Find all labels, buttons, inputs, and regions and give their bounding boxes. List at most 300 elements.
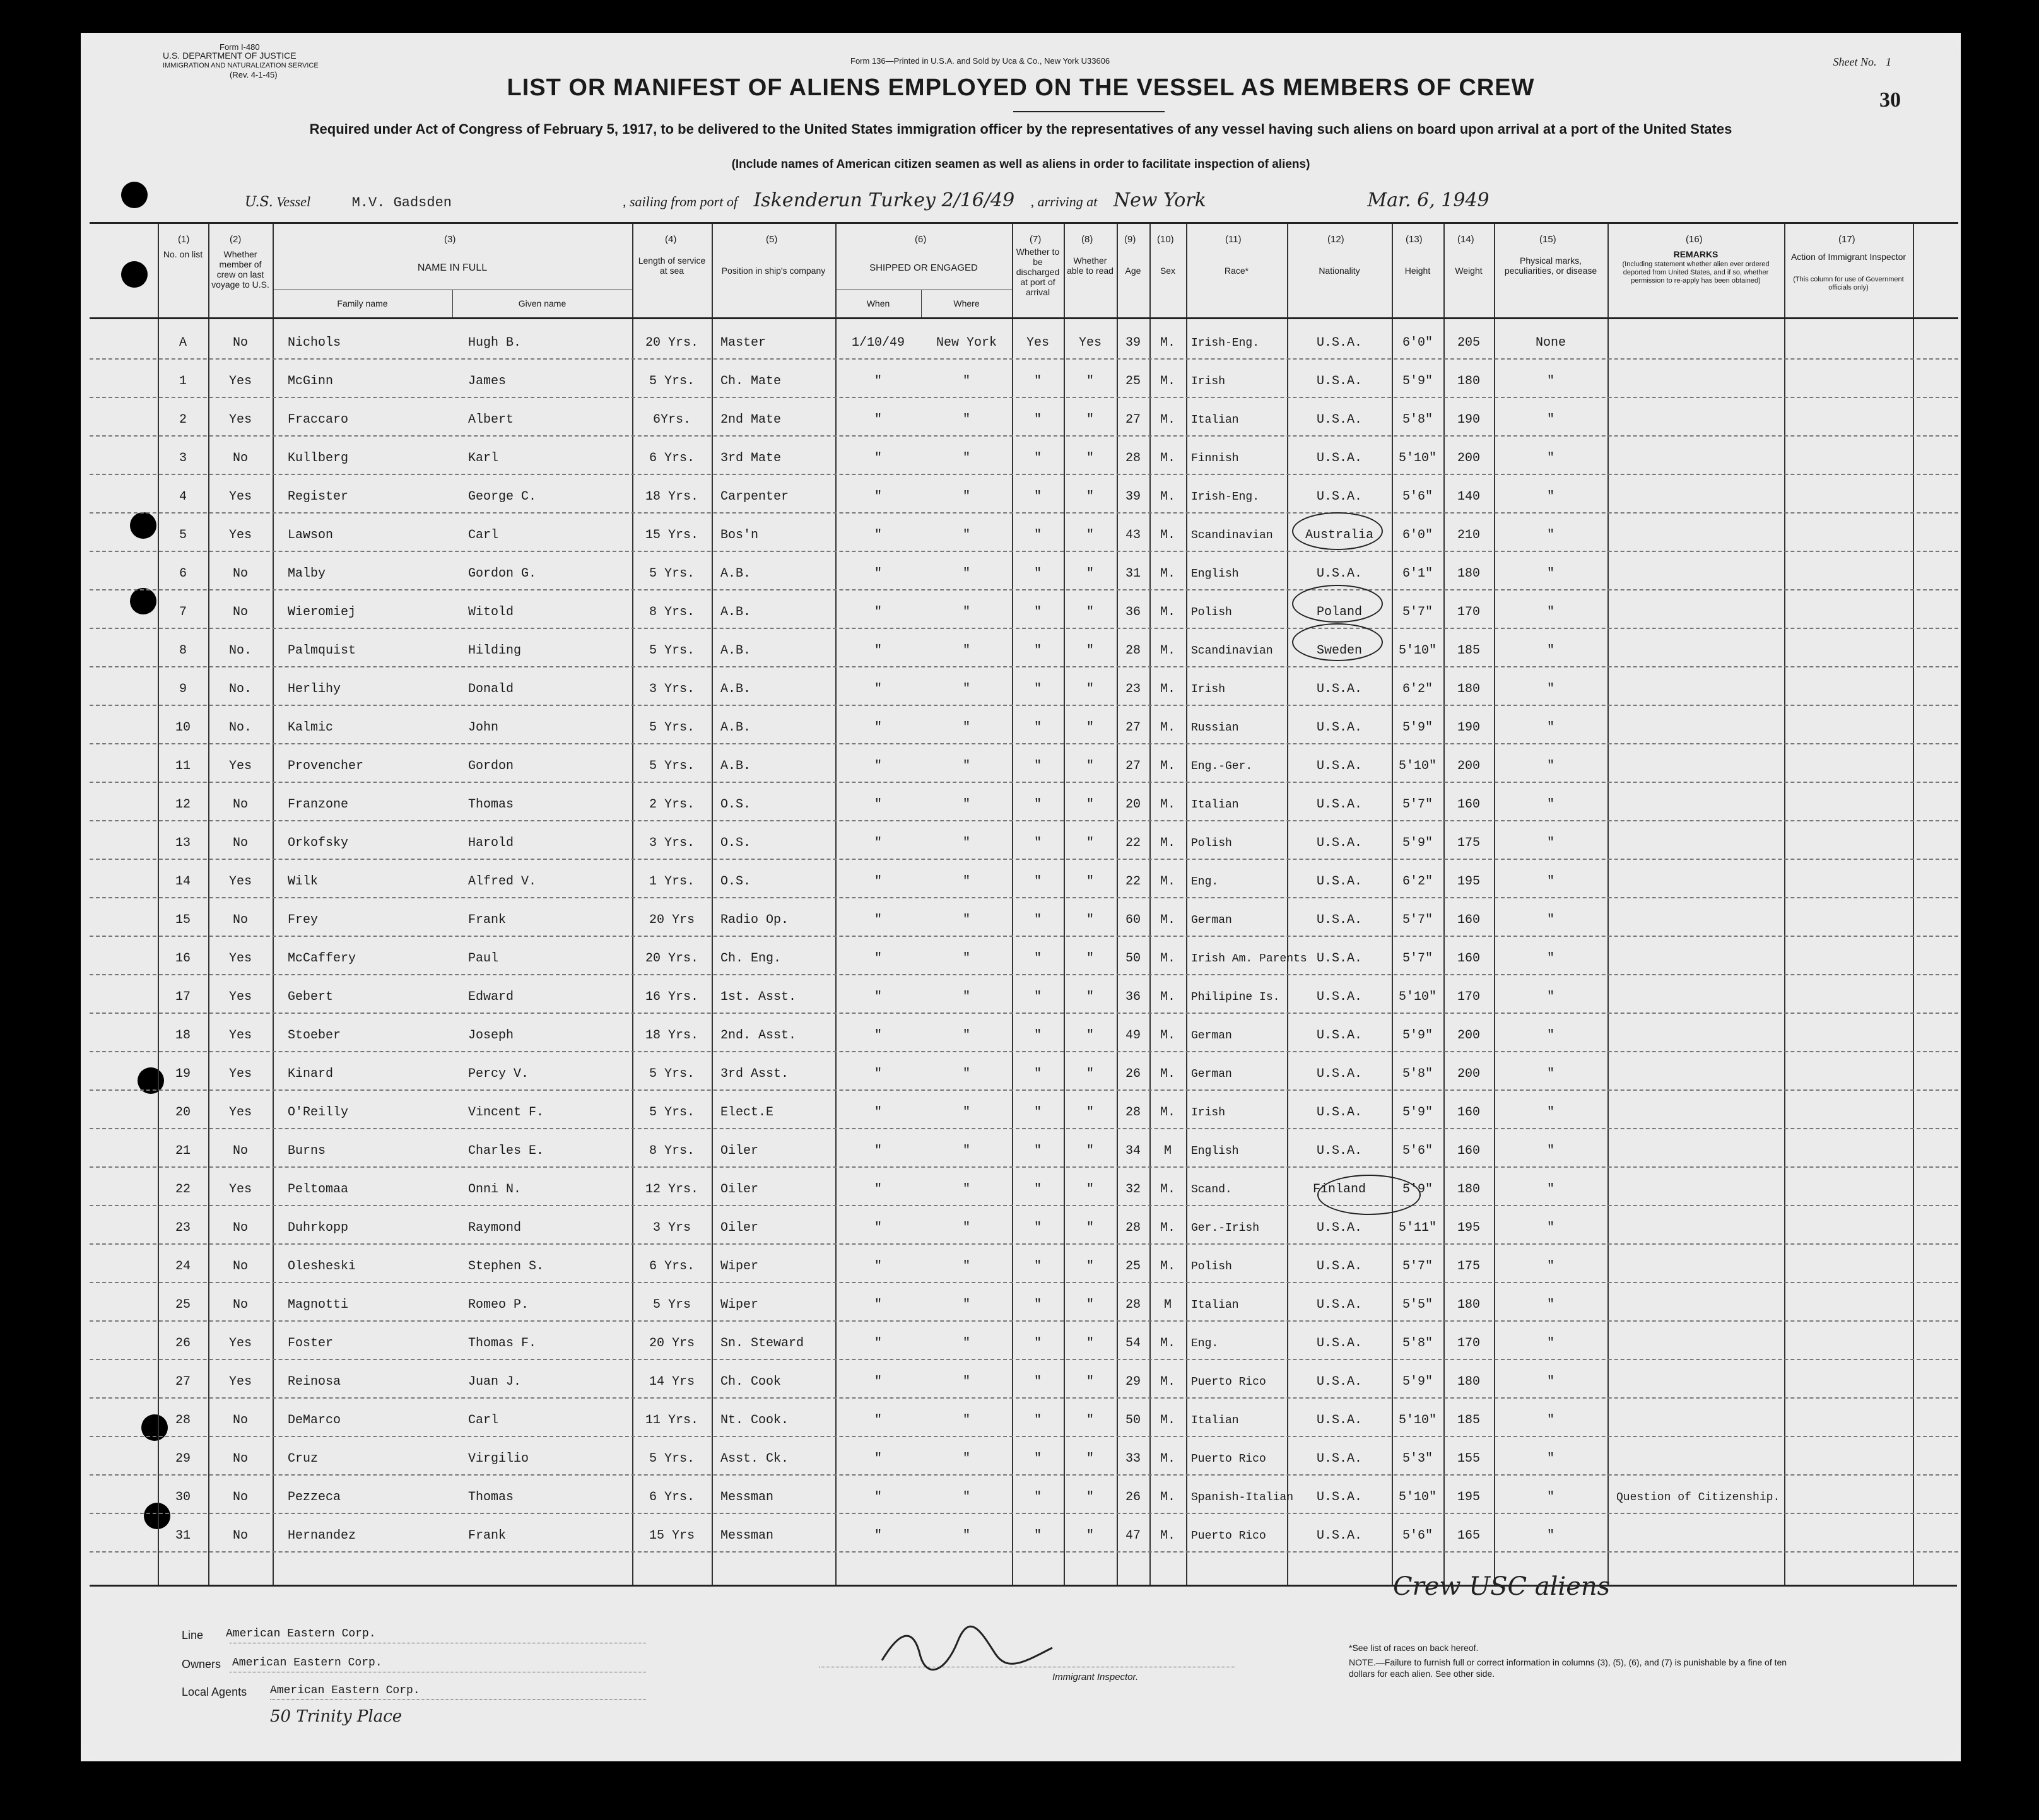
- cell-service: 20 Yrs: [649, 913, 695, 927]
- cell-family: Burns: [288, 1144, 326, 1158]
- cell-family: Palmquist: [288, 643, 356, 658]
- cell-no: 18: [175, 1028, 191, 1043]
- cell-service: 5 Yrs.: [649, 720, 695, 735]
- cell-family: Hernandez: [288, 1529, 356, 1543]
- cell-sex: M.: [1160, 759, 1175, 773]
- cell-when: ": [874, 567, 882, 581]
- cell-disch: ": [1033, 1259, 1042, 1274]
- col-label-given: Given name: [518, 298, 567, 308]
- cell-given: Carl: [468, 528, 499, 543]
- cell-prev: No: [232, 913, 248, 927]
- cell-position: O.S.: [720, 836, 751, 850]
- cell-position: Ch. Eng.: [720, 951, 782, 966]
- cell-when: ": [874, 1452, 882, 1466]
- cell-read: ": [1086, 1413, 1094, 1428]
- cell-position: Bos'n: [720, 528, 759, 543]
- cell-when: ": [874, 913, 882, 927]
- cell-when: ": [874, 682, 882, 696]
- cell-position: A.B.: [720, 682, 751, 696]
- cell-marks: ": [1546, 913, 1554, 927]
- cell-height: 5'7": [1402, 913, 1433, 927]
- col-num-15: (15): [1539, 234, 1556, 245]
- cell-prev: Yes: [228, 1375, 252, 1389]
- cell-no: 29: [175, 1452, 191, 1466]
- cell-no: 13: [175, 836, 191, 850]
- cell-family: Kinard: [288, 1067, 334, 1081]
- cell-given: Hilding: [468, 643, 522, 658]
- col-label-height: Height: [1404, 266, 1431, 276]
- cell-no: 19: [175, 1067, 191, 1081]
- cell-family: Provencher: [288, 759, 364, 773]
- cell-service: 6 Yrs.: [649, 1490, 695, 1505]
- table-row: [90, 1359, 1958, 1399]
- cell-position: Elect.E: [720, 1105, 774, 1120]
- cell-sex: M.: [1160, 605, 1175, 619]
- cell-position: Oiler: [720, 1221, 759, 1235]
- cell-read: ": [1086, 951, 1094, 966]
- cell-age: 28: [1125, 1298, 1141, 1312]
- cell-no: 9: [179, 682, 187, 696]
- cell-family: Kalmic: [288, 720, 334, 735]
- cell-position: Sn. Steward: [720, 1336, 804, 1351]
- cell-sex: M.: [1160, 374, 1175, 389]
- cell-no: 25: [175, 1298, 191, 1312]
- cell-prev: No: [232, 1413, 248, 1428]
- table-row: [90, 1513, 1958, 1553]
- cell-prev: No: [232, 567, 248, 581]
- cell-prev: No: [232, 605, 248, 619]
- cell-service: 15 Yrs: [649, 1529, 695, 1543]
- cell-marks: ": [1546, 951, 1554, 966]
- cell-sex: M.: [1160, 1490, 1175, 1505]
- cell-when: ": [874, 1028, 882, 1043]
- cell-age: 28: [1125, 643, 1141, 658]
- cell-weight: 195: [1457, 1490, 1480, 1505]
- cell-nat: U.S.A.: [1316, 1028, 1362, 1043]
- cell-marks: ": [1546, 528, 1554, 543]
- cell-family: Fraccaro: [288, 413, 349, 427]
- cell-where: New York: [936, 336, 997, 350]
- cell-race: Eng.-Ger.: [1191, 760, 1253, 773]
- col-num-3: (3): [444, 234, 456, 245]
- cell-position: Carpenter: [720, 490, 789, 504]
- cell-height: 5'3": [1402, 1452, 1433, 1466]
- cell-disch: ": [1033, 643, 1042, 658]
- cell-where: ": [962, 413, 970, 427]
- cell-family: Gebert: [288, 990, 334, 1004]
- cell-sex: M.: [1160, 1067, 1175, 1081]
- cell-disch: ": [1033, 451, 1042, 466]
- crew-note: Crew USC aliens: [1393, 1572, 1611, 1601]
- cell-height: 5'6": [1402, 1144, 1433, 1158]
- cell-family: Nichols: [288, 336, 341, 350]
- cell-no: 7: [179, 605, 187, 619]
- circle-mark: [1317, 1175, 1421, 1215]
- cell-disch: ": [1033, 1375, 1042, 1389]
- cell-where: ": [962, 374, 970, 389]
- cell-no: 11: [175, 759, 191, 773]
- cell-family: Cruz: [288, 1452, 319, 1466]
- cell-read: ": [1086, 1028, 1094, 1043]
- col-label-action-sub: (This column for use of Government officials only): [1793, 276, 1904, 291]
- cell-sex: M.: [1160, 951, 1175, 966]
- cell-race: Italian: [1191, 1414, 1239, 1427]
- cell-where: ": [962, 528, 970, 543]
- cell-service: 11 Yrs.: [645, 1413, 698, 1428]
- cell-prev: Yes: [228, 1182, 252, 1197]
- vessel-line: [245, 189, 1490, 211]
- cell-where: ": [962, 1336, 970, 1351]
- cell-sex: M.: [1160, 1221, 1175, 1235]
- arriving-label: , arriving at: [1030, 194, 1098, 209]
- cell-no: 20: [175, 1105, 191, 1120]
- sheet-number: [1833, 56, 1892, 69]
- col-label-weight: Weight: [1455, 266, 1483, 276]
- cell-disch: ": [1033, 1452, 1042, 1466]
- vessel-label: Vessel: [276, 194, 311, 209]
- sheet-value: 1: [1886, 56, 1891, 68]
- cell-sex: M.: [1160, 413, 1175, 427]
- cell-height: 5'10": [1398, 643, 1437, 658]
- table-row: [90, 1474, 1958, 1514]
- cell-disch: ": [1033, 1336, 1042, 1351]
- cell-height: 5'9": [1402, 1182, 1433, 1197]
- cell-race: Italian: [1191, 414, 1239, 426]
- table-row: [90, 743, 1958, 783]
- cell-nat: U.S.A.: [1316, 759, 1362, 773]
- cell-weight: 160: [1457, 1144, 1480, 1158]
- cell-when: ": [874, 1221, 882, 1235]
- cell-disch: ": [1033, 1529, 1042, 1543]
- col-label-position: Position in ship's company: [721, 266, 826, 276]
- cell-family: Wieromiej: [288, 605, 356, 619]
- cell-marks: ": [1546, 374, 1554, 389]
- cell-read: ": [1086, 1452, 1094, 1466]
- cell-disch: ": [1033, 1105, 1042, 1120]
- cell-nat: Australia: [1305, 528, 1374, 543]
- cell-weight: 180: [1457, 1298, 1480, 1312]
- col-label-marks: Physical marks, peculiarities, or disease: [1504, 255, 1597, 276]
- cell-marks: ": [1546, 1221, 1554, 1235]
- cell-when: ": [874, 720, 882, 735]
- cell-when: ": [874, 797, 882, 812]
- cell-race: Irish-Eng.: [1191, 491, 1260, 503]
- cell-service: 6 Yrs.: [649, 451, 695, 466]
- col-label-name: NAME IN FULL: [417, 262, 488, 273]
- cell-race: Puerto Rico: [1191, 1530, 1266, 1542]
- cell-where: ": [962, 1028, 970, 1043]
- cell-when: ": [874, 490, 882, 504]
- cell-disch: ": [1033, 913, 1042, 927]
- cell-service: 6Yrs.: [652, 413, 691, 427]
- cell-age: 39: [1125, 490, 1141, 504]
- table-row: [90, 974, 1958, 1014]
- cell-prev: No: [232, 836, 248, 850]
- table-row: [90, 435, 1958, 475]
- cell-nat: U.S.A.: [1316, 1413, 1362, 1428]
- cell-read: ": [1086, 605, 1094, 619]
- cell-when: ": [874, 1298, 882, 1312]
- owners-value: American Eastern Corp.: [232, 1657, 382, 1669]
- header-rule: [90, 317, 1958, 319]
- table-row: [90, 1243, 1958, 1283]
- cell-marks: ": [1546, 797, 1554, 812]
- cell-no: 31: [175, 1529, 191, 1543]
- cell-given: Raymond: [468, 1221, 522, 1235]
- cell-marks: ": [1546, 413, 1554, 427]
- table-row: [90, 1051, 1958, 1091]
- cell-marks: ": [1546, 643, 1554, 658]
- race-note: *See list of races on back hereof.: [1349, 1643, 1479, 1653]
- cell-read: ": [1086, 913, 1094, 927]
- cell-family: Pezzeca: [288, 1490, 341, 1505]
- cell-where: ": [962, 1375, 970, 1389]
- cell-age: 27: [1125, 413, 1141, 427]
- cell-race: German: [1191, 1068, 1232, 1081]
- cell-nat: U.S.A.: [1316, 913, 1362, 927]
- cell-position: O.S.: [720, 797, 751, 812]
- cell-marks: ": [1546, 874, 1554, 889]
- cell-race: Eng.: [1191, 876, 1219, 888]
- cell-where: ": [962, 1490, 970, 1505]
- cell-position: A.B.: [720, 720, 751, 735]
- circle-mark: [1292, 512, 1383, 550]
- cell-sex: M.: [1160, 913, 1175, 927]
- col-label-shipped: SHIPPED OR ENGAGED: [869, 262, 978, 273]
- cell-position: Oiler: [720, 1182, 759, 1197]
- cell-when: ": [874, 1490, 882, 1505]
- cell-weight: 160: [1457, 913, 1480, 927]
- cell-read: ": [1086, 1182, 1094, 1197]
- cell-sex: M.: [1160, 874, 1175, 889]
- cell-given: Percy V.: [468, 1067, 529, 1081]
- service-name: IMMIGRATION AND NATURALIZATION SERVICE: [163, 62, 319, 69]
- cell-family: DeMarco: [288, 1413, 341, 1428]
- cell-age: 47: [1125, 1529, 1141, 1543]
- cell-service: 3 Yrs: [652, 1221, 691, 1235]
- cell-weight: 200: [1457, 1028, 1480, 1043]
- cell-no: 1: [179, 374, 187, 389]
- cell-where: ": [962, 1529, 970, 1543]
- cell-nat: U.S.A.: [1316, 567, 1362, 581]
- cell-race: Polish: [1191, 606, 1232, 619]
- table-row: [90, 1436, 1958, 1476]
- cell-service: 5 Yrs.: [649, 1452, 695, 1466]
- cell-position: 1st. Asst.: [720, 990, 797, 1004]
- cell-prev: No: [232, 797, 248, 812]
- cell-nat: U.S.A.: [1316, 374, 1362, 389]
- footer-rule: [90, 1585, 1957, 1587]
- table-row: [90, 1205, 1958, 1245]
- cell-given: Alfred V.: [468, 874, 537, 889]
- cell-service: 5 Yrs.: [649, 1105, 695, 1120]
- cell-where: ": [962, 990, 970, 1004]
- form-revision: (Rev. 4-1-45): [230, 70, 278, 79]
- cell-height: 5'6": [1402, 490, 1433, 504]
- cell-no: 12: [175, 797, 191, 812]
- cell-prev: Yes: [228, 759, 252, 773]
- cell-when: ": [874, 1182, 882, 1197]
- cell-nat: U.S.A.: [1316, 1067, 1362, 1081]
- col-num-6: (6): [915, 234, 927, 245]
- col-num-4: (4): [665, 234, 677, 245]
- cell-disch: ": [1033, 797, 1042, 812]
- cell-race: Irish: [1191, 1107, 1226, 1119]
- cell-position: 2nd. Asst.: [720, 1028, 797, 1043]
- cell-given: Paul: [468, 951, 499, 966]
- cell-where: ": [962, 682, 970, 696]
- cell-read: ": [1086, 451, 1094, 466]
- cell-read: ": [1086, 374, 1094, 389]
- cell-given: Karl: [468, 451, 499, 466]
- cell-when: ": [874, 413, 882, 427]
- cell-age: 22: [1125, 836, 1141, 850]
- cell-age: 36: [1125, 605, 1141, 619]
- cell-sex: M.: [1160, 682, 1175, 696]
- cell-marks: ": [1546, 682, 1554, 696]
- cell-nat: U.S.A.: [1316, 1490, 1362, 1505]
- cell-no: 14: [175, 874, 191, 889]
- cell-prev: Yes: [228, 374, 252, 389]
- cell-service: 5 Yrs.: [649, 1067, 695, 1081]
- cell-when: ": [874, 605, 882, 619]
- cell-race: Ger.-Irish: [1191, 1222, 1260, 1235]
- cell-height: 5'7": [1402, 605, 1433, 619]
- cell-given: Gordon: [468, 759, 514, 773]
- line-value: American Eastern Corp.: [226, 1628, 376, 1640]
- cell-family: Foster: [288, 1336, 334, 1351]
- agents-value: American Eastern Corp.: [270, 1684, 420, 1697]
- cell-prev: Yes: [228, 413, 252, 427]
- cell-position: O.S.: [720, 874, 751, 889]
- cell-weight: 190: [1457, 413, 1480, 427]
- cell-given: George C.: [468, 490, 537, 504]
- cell-position: 3rd Mate: [720, 451, 782, 466]
- cell-given: Gordon G.: [468, 567, 537, 581]
- title-underline: [1013, 111, 1165, 112]
- cell-race: Scandinavian: [1191, 529, 1273, 542]
- cell-sex: M.: [1160, 336, 1175, 350]
- cell-age: 20: [1125, 797, 1141, 812]
- cell-prev: No: [232, 1490, 248, 1505]
- cell-no: 27: [175, 1375, 191, 1389]
- cell-where: ": [962, 1452, 970, 1466]
- cell-no: 23: [175, 1221, 191, 1235]
- cell-marks: ": [1546, 1529, 1554, 1543]
- cell-given: Frank: [468, 913, 507, 927]
- cell-position: A.B.: [720, 567, 751, 581]
- cell-weight: 155: [1457, 1452, 1480, 1466]
- cell-family: Reinosa: [288, 1375, 341, 1389]
- cell-prev: No: [232, 1452, 248, 1466]
- crew-table: [90, 222, 1958, 1587]
- cell-weight: 185: [1457, 1413, 1480, 1428]
- cell-age: 34: [1125, 1144, 1141, 1158]
- inspector-signature: [876, 1623, 1065, 1679]
- cell-weight: 160: [1457, 797, 1480, 812]
- col-num-1: (1): [178, 234, 190, 245]
- cell-prev: No: [232, 1298, 248, 1312]
- cell-no: 4: [179, 490, 187, 504]
- cell-disch: ": [1033, 1067, 1042, 1081]
- cell-marks: ": [1546, 1028, 1554, 1043]
- cell-sex: M.: [1160, 490, 1175, 504]
- cell-height: 5'10": [1398, 1490, 1437, 1505]
- cell-given: John: [468, 720, 499, 735]
- cell-family: Lawson: [288, 528, 334, 543]
- cell-read: ": [1086, 490, 1094, 504]
- table-row: [90, 551, 1958, 590]
- cell-remarks: Question of Citizenship.: [1616, 1491, 1780, 1504]
- col-label-when: When: [866, 298, 890, 308]
- col-num-7: (7): [1030, 234, 1042, 245]
- cell-where: ": [962, 720, 970, 735]
- cell-family: Malby: [288, 567, 326, 581]
- cell-height: 5'9": [1402, 1105, 1433, 1120]
- cell-where: ": [962, 836, 970, 850]
- col-label-service: Length of service at sea: [638, 255, 706, 276]
- subtitle: Required under Act of Congress of February 5, 1917, to be delivered to the United States immigration officer by the representatives of any vessel having such aliens on board upon arrival at a port of the United States: [309, 121, 1732, 137]
- cell-family: Olesheski: [288, 1259, 356, 1274]
- cell-family: Stoeber: [288, 1028, 341, 1043]
- cell-read: ": [1086, 759, 1094, 773]
- cell-position: A.B.: [720, 643, 751, 658]
- cell-family: Franzone: [288, 797, 349, 812]
- cell-position: A.B.: [720, 759, 751, 773]
- cell-age: 29: [1125, 1375, 1141, 1389]
- cell-no: 10: [175, 720, 191, 735]
- cell-family: Duhrkopp: [288, 1221, 349, 1235]
- line-label: Line: [182, 1629, 204, 1641]
- col-label-where: Where: [953, 298, 980, 308]
- cell-weight: 170: [1457, 1336, 1480, 1351]
- col-num-17: (17): [1838, 234, 1855, 245]
- cell-family: Peltomaa: [288, 1182, 349, 1197]
- cell-sex: M.: [1160, 1452, 1175, 1466]
- cell-weight: 200: [1457, 451, 1480, 466]
- cell-family: Orkofsky: [288, 836, 349, 850]
- cell-where: ": [962, 605, 970, 619]
- cell-service: 6 Yrs.: [649, 1259, 695, 1274]
- cell-height: 6'0": [1402, 336, 1433, 350]
- cell-nat: U.S.A.: [1316, 951, 1362, 966]
- cell-disch: ": [1033, 1298, 1042, 1312]
- cell-when: ": [874, 528, 882, 543]
- cell-disch: ": [1033, 1490, 1042, 1505]
- cell-age: 26: [1125, 1490, 1141, 1505]
- arrival-date: Mar. 6, 1949: [1367, 189, 1490, 211]
- cell-read: ": [1086, 528, 1094, 543]
- cell-marks: ": [1546, 567, 1554, 581]
- cell-weight: 180: [1457, 1182, 1480, 1197]
- cell-age: 28: [1125, 1221, 1141, 1235]
- cell-service: 15 Yrs.: [645, 528, 698, 543]
- cell-prev: Yes: [228, 490, 252, 504]
- cell-race: Irish-Eng.: [1191, 337, 1260, 349]
- department-name: U.S. DEPARTMENT OF JUSTICE: [163, 50, 297, 61]
- cell-given: Joseph: [468, 1028, 514, 1043]
- cell-race: Irish Am. Parents: [1191, 953, 1307, 965]
- cell-prev: Yes: [228, 1067, 252, 1081]
- cell-sex: M.: [1160, 567, 1175, 581]
- cell-race: Puerto Rico: [1191, 1453, 1266, 1465]
- col-num-9: (9): [1124, 234, 1136, 245]
- cell-age: 39: [1125, 336, 1141, 350]
- cell-race: Polish: [1191, 1260, 1232, 1273]
- table-row: [90, 474, 1958, 514]
- cell-read: ": [1086, 990, 1094, 1004]
- cell-nat: U.S.A.: [1316, 1529, 1362, 1543]
